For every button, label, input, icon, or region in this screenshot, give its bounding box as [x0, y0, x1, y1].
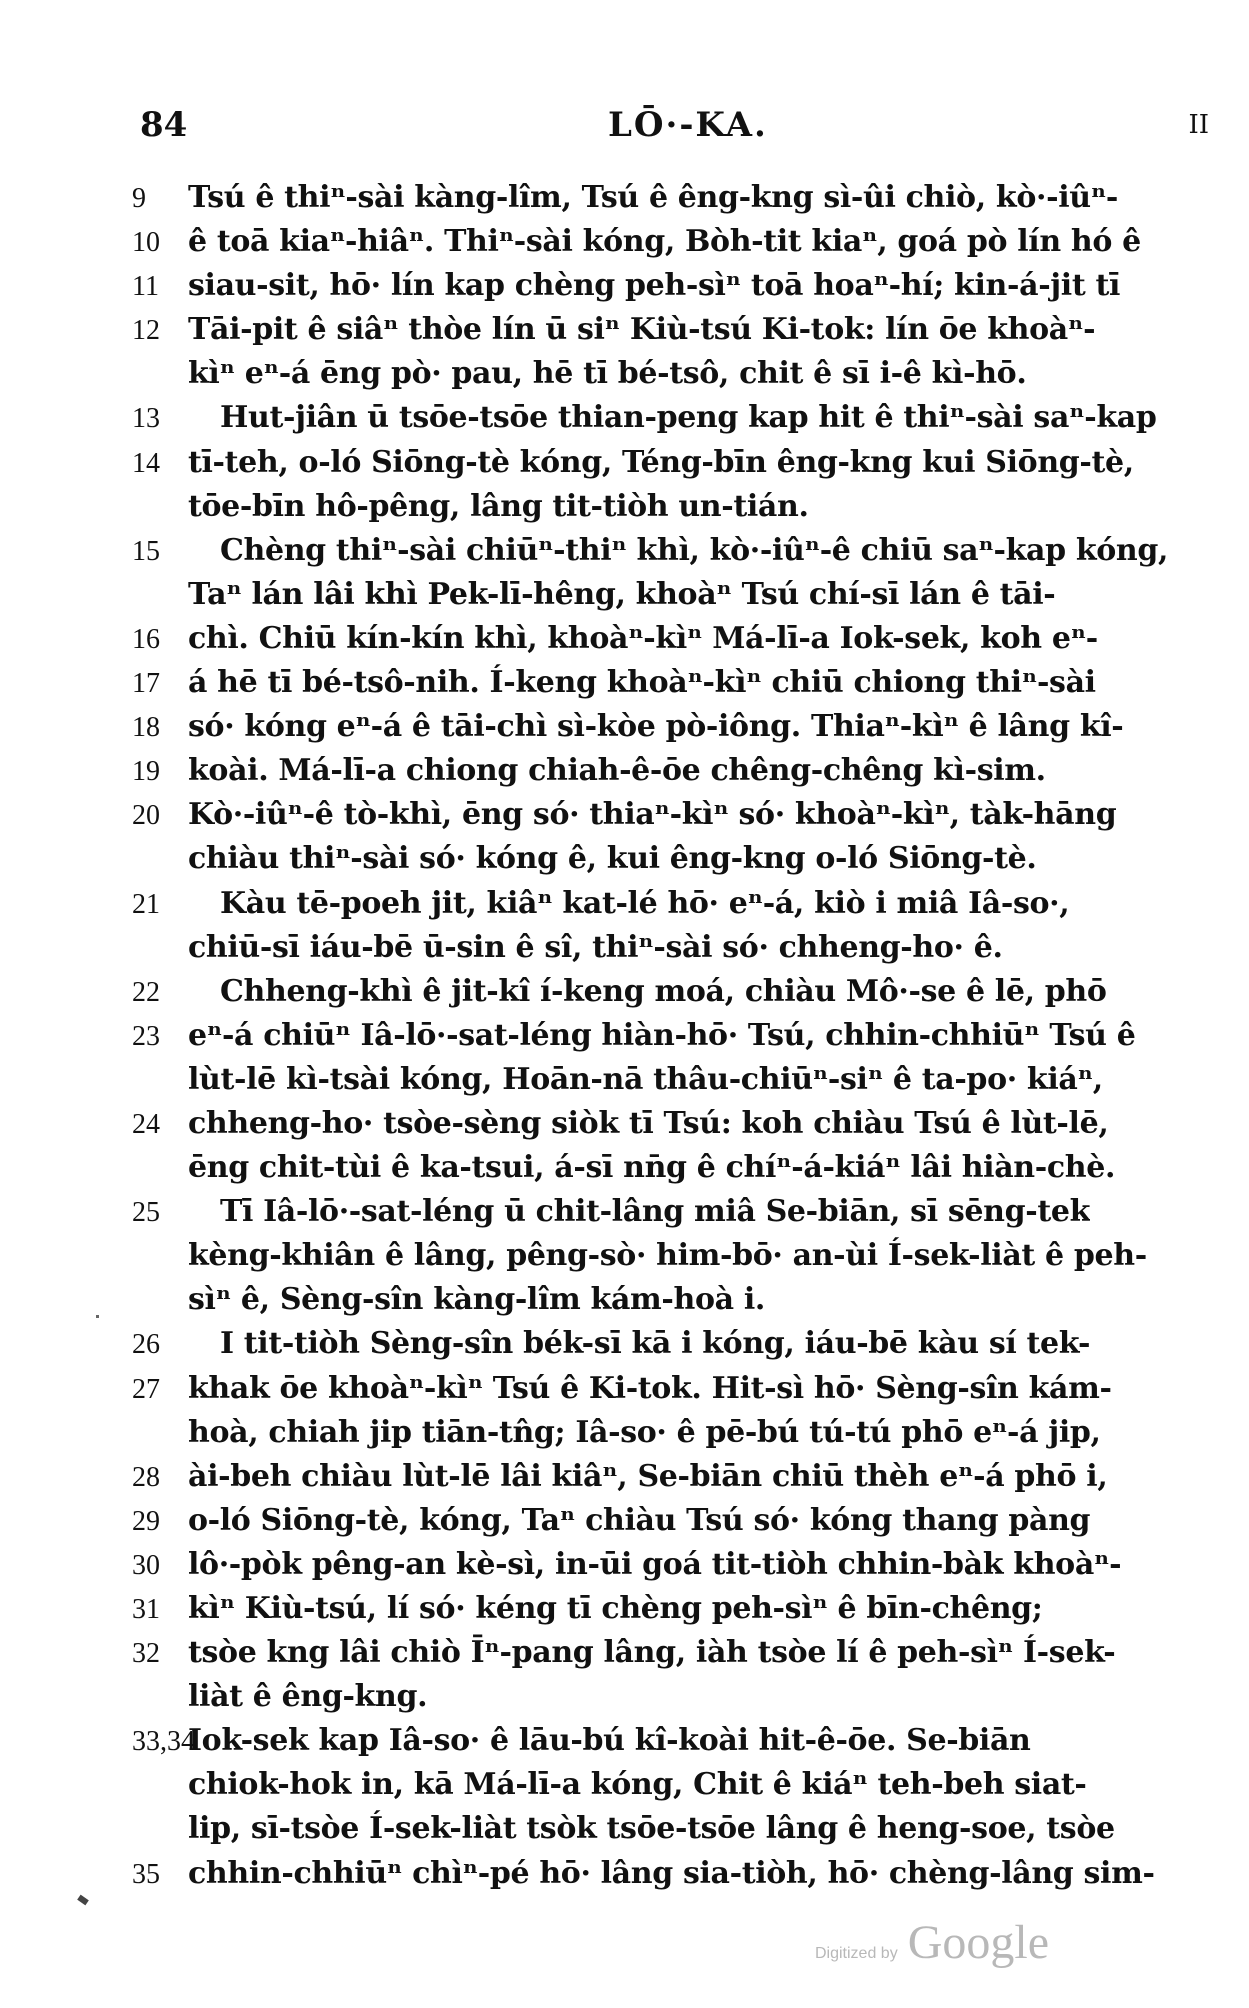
digitization-watermark	[815, 1915, 1049, 1970]
verse-number: 18	[132, 712, 160, 744]
verse-text-body	[132, 176, 1212, 1896]
text-line	[132, 396, 1212, 440]
text-line	[132, 926, 1212, 970]
verse-number: 29	[132, 1505, 160, 1537]
verse-number: 12	[132, 315, 160, 347]
verse-number: 13	[132, 403, 160, 435]
text-line	[132, 1367, 1212, 1411]
verse-number: 25	[132, 1197, 160, 1229]
verse-number: 30	[132, 1549, 160, 1581]
text-line	[132, 485, 1212, 529]
text-line	[132, 1587, 1212, 1631]
verse-number: 35	[132, 1858, 160, 1890]
verse-number: 23	[132, 1020, 160, 1052]
text-line	[132, 1675, 1212, 1719]
verse-number: 22	[132, 976, 160, 1008]
verse-number: 20	[132, 800, 160, 832]
line-text: sìⁿ ê, Sèng-sîn kàng-lîm kám-hoà i.	[188, 1282, 765, 1318]
line-text: chhin-chhiūⁿ chìⁿ-pé hō· lâng sia-tiòh, hō· chèng-lâng sim-	[188, 1855, 1155, 1891]
text-line	[132, 793, 1212, 837]
line-text: siau-sit, hō· lín kap chèng peh-sìⁿ toā hoaⁿ-hí; kin-á-jit tī	[188, 268, 1121, 304]
line-text: tōe-bīn hô-pêng, lâng tit-tiòh un-tián.	[188, 488, 809, 524]
text-line	[132, 1234, 1212, 1278]
text-line	[132, 1807, 1212, 1851]
verse-number: 26	[132, 1329, 160, 1361]
line-text: Kò·-iûⁿ-ê tò-khì, ēng só· thiaⁿ-kìⁿ só· khoàⁿ-kìⁿ, tàk-hāng	[188, 797, 1117, 833]
ink-speck	[96, 1315, 99, 1318]
text-line	[132, 264, 1212, 308]
line-text: chiū-sī iáu-bē ū-sin ê sî, thiⁿ-sài só· chheng-ho· ê.	[188, 929, 1003, 965]
page-header	[140, 100, 1209, 150]
line-text: chì. Chiū kín-kín khì, khoàⁿ-kìⁿ Má-lī-a Iok-sek, koh eⁿ-	[188, 620, 1098, 656]
verse-number: 21	[132, 888, 160, 920]
line-text: lô·-pòk pêng-an kè-sì, in-ūi goá tit-tiòh chhin-bàk khoàⁿ-	[188, 1546, 1122, 1582]
text-line	[132, 1499, 1212, 1543]
line-text: Taⁿ lán lâi khì Pek-lī-hêng, khoàⁿ Tsú chí-sī lán ê tāi-	[188, 576, 1056, 612]
line-text: tī-teh, o-ló Siōng-tè kóng, Téng-bīn êng-kng kui Siōng-tè,	[188, 444, 1134, 480]
text-line	[132, 1455, 1212, 1499]
line-text: lip, sī-tsòe Í-sek-liàt tsòk tsōe-tsōe lâng ê heng-soe, tsòe	[188, 1811, 1115, 1847]
line-text: o-ló Siōng-tè, kóng, Taⁿ chiàu Tsú só· kóng thang pàng	[188, 1502, 1091, 1538]
ink-mark	[77, 1895, 89, 1906]
line-text: Chheng-khì ê jit-kî í-keng moá, chiàu Mô·-se ê lē, phō	[220, 973, 1107, 1009]
verse-number: 33,34	[132, 1726, 195, 1758]
chapter-number: II	[1188, 110, 1209, 140]
line-text: ê toā kiaⁿ-hiâⁿ. Thiⁿ-sài kóng, Bòh-tit kiaⁿ, goá pò lín hó ê	[188, 224, 1141, 260]
line-text: ài-beh chiàu lùt-lē lâi kiâⁿ, Se-biān chiū thèh eⁿ-á phō i,	[188, 1458, 1108, 1494]
line-text: liàt ê êng-kng.	[188, 1679, 428, 1715]
text-line	[132, 1411, 1212, 1455]
line-text: kèng-khiân ê lâng, pêng-sò· him-bō· an-ùi Í-sek-liàt ê peh-	[188, 1238, 1147, 1274]
text-line	[132, 1719, 1212, 1763]
text-line	[132, 705, 1212, 749]
verse-number: 32	[132, 1638, 160, 1670]
line-text: Tsú ê thiⁿ-sài kàng-lîm, Tsú ê êng-kng sì-ûi chiò, kò·-iûⁿ-	[188, 180, 1119, 215]
text-line	[132, 1631, 1212, 1675]
text-line	[132, 1763, 1212, 1807]
line-text: lùt-lē kì-tsài kóng, Hoān-nā thâu-chiūⁿ-siⁿ ê ta-po· kiáⁿ,	[188, 1061, 1103, 1097]
text-line	[132, 837, 1212, 881]
verse-number: 17	[132, 668, 160, 700]
line-text: Kàu tē-poeh jit, kiâⁿ kat-lé hō· eⁿ-á, kiò i miâ Iâ-so·,	[220, 885, 1070, 921]
text-line	[132, 1102, 1212, 1146]
text-line	[132, 573, 1212, 617]
text-line	[132, 529, 1212, 573]
line-text: khak ōe khoàⁿ-kìⁿ Tsú ê Ki-tok. Hit-sì hō· Sèng-sîn kám-	[188, 1370, 1112, 1406]
verse-number: 11	[132, 271, 159, 303]
verse-number: 15	[132, 535, 160, 567]
line-text: chiàu thiⁿ-sài só· kóng ê, kui êng-kng o-ló Siōng-tè.	[188, 841, 1037, 877]
text-line	[132, 1058, 1212, 1102]
text-line	[132, 441, 1212, 485]
text-line	[132, 308, 1212, 352]
line-text: Hut-jiân ū tsōe-tsōe thian-peng kap hit ê thiⁿ-sài saⁿ-kap	[220, 400, 1157, 436]
verse-number: 10	[132, 227, 160, 259]
text-line	[132, 1146, 1212, 1190]
line-text: tsòe kng lâi chiò Īⁿ-pang lâng, iàh tsòe lí ê peh-sìⁿ Í-sek-	[188, 1635, 1116, 1671]
line-text: kìⁿ Kiù-tsú, lí só· kéng tī chèng peh-sìⁿ ê bīn-chêng;	[188, 1591, 1043, 1626]
text-line	[132, 882, 1212, 926]
verse-number: 31	[132, 1594, 160, 1625]
line-text: só· kóng eⁿ-á ê tāi-chì sì-kòe pò-iông. Thiaⁿ-kìⁿ ê lâng kî-	[188, 709, 1124, 745]
line-text: ēng chit-tùi ê ka-tsui, á-sī nn̄g ê chíⁿ-á-kiáⁿ lâi hiàn-chè.	[188, 1150, 1116, 1186]
text-line	[132, 1190, 1212, 1234]
verse-number: 28	[132, 1461, 160, 1493]
text-line	[132, 1278, 1212, 1322]
text-line	[132, 352, 1212, 396]
line-text: Iok-sek kap Iâ-so· ê lāu-bú kî-koài hit-ê-ōe. Se-biān	[188, 1723, 1031, 1759]
text-line	[132, 220, 1212, 264]
line-text: eⁿ-á chiūⁿ Iâ-lō·-sat-léng hiàn-hō· Tsú, chhin-chhiūⁿ Tsú ê	[188, 1017, 1136, 1053]
verse-number: 16	[132, 623, 160, 655]
google-logo: Google	[907, 1916, 1049, 1969]
line-text: chheng-ho· tsòe-sèng siòk tī Tsú: koh chiàu Tsú ê lùt-lē,	[188, 1105, 1109, 1141]
text-line	[132, 1543, 1212, 1587]
text-line	[132, 970, 1212, 1014]
line-text: I tit-tiòh Sèng-sîn bék-sī kā i kóng, iáu-bē kàu sí tek-	[220, 1326, 1091, 1362]
line-text: Chèng thiⁿ-sài chiūⁿ-thiⁿ khì, kò·-iûⁿ-ê chiū saⁿ-kap kóng,	[220, 532, 1169, 568]
line-text: Tāi-pit ê siâⁿ thòe lín ū siⁿ Kiù-tsú Ki-tok: lín ōe khoàⁿ-	[188, 312, 1096, 348]
verse-number: 9	[132, 183, 146, 214]
text-line	[132, 749, 1212, 793]
verse-number: 19	[132, 756, 160, 788]
verse-number: 24	[132, 1108, 160, 1140]
text-line	[132, 176, 1212, 220]
text-line	[132, 617, 1212, 661]
digitized-by-label: Digitized by	[814, 1945, 898, 1962]
verse-number: 27	[132, 1373, 160, 1405]
line-text: hoà, chiah jip tiān-tn̂g; Iâ-so· ê pē-bú tú-tú phō eⁿ-á jip,	[188, 1414, 1101, 1450]
running-title: LŌ·-KA.	[607, 105, 768, 145]
page-number: 84	[140, 105, 188, 145]
line-text: chiok-hok in, kā Má-lī-a kóng, Chit ê kiáⁿ teh-beh siat-	[188, 1767, 1087, 1803]
line-text: Tī Iâ-lō·-sat-léng ū chit-lâng miâ Se-biān, sī sēng-tek	[220, 1194, 1091, 1230]
verse-number: 14	[132, 447, 160, 479]
text-line	[132, 1852, 1212, 1896]
text-line	[132, 1322, 1212, 1366]
text-line	[132, 1014, 1212, 1058]
line-text: koài. Má-lī-a chiong chiah-ê-ōe chêng-chêng kì-sim.	[188, 753, 1046, 789]
line-text: kìⁿ eⁿ-á ēng pò· pau, hē tī bé-tsô, chit ê sī i-ê kì-hō.	[188, 356, 1027, 392]
line-text: á hē tī bé-tsô-nih. Í-keng khoàⁿ-kìⁿ chiū chiong thiⁿ-sài	[188, 665, 1096, 701]
text-line	[132, 661, 1212, 705]
